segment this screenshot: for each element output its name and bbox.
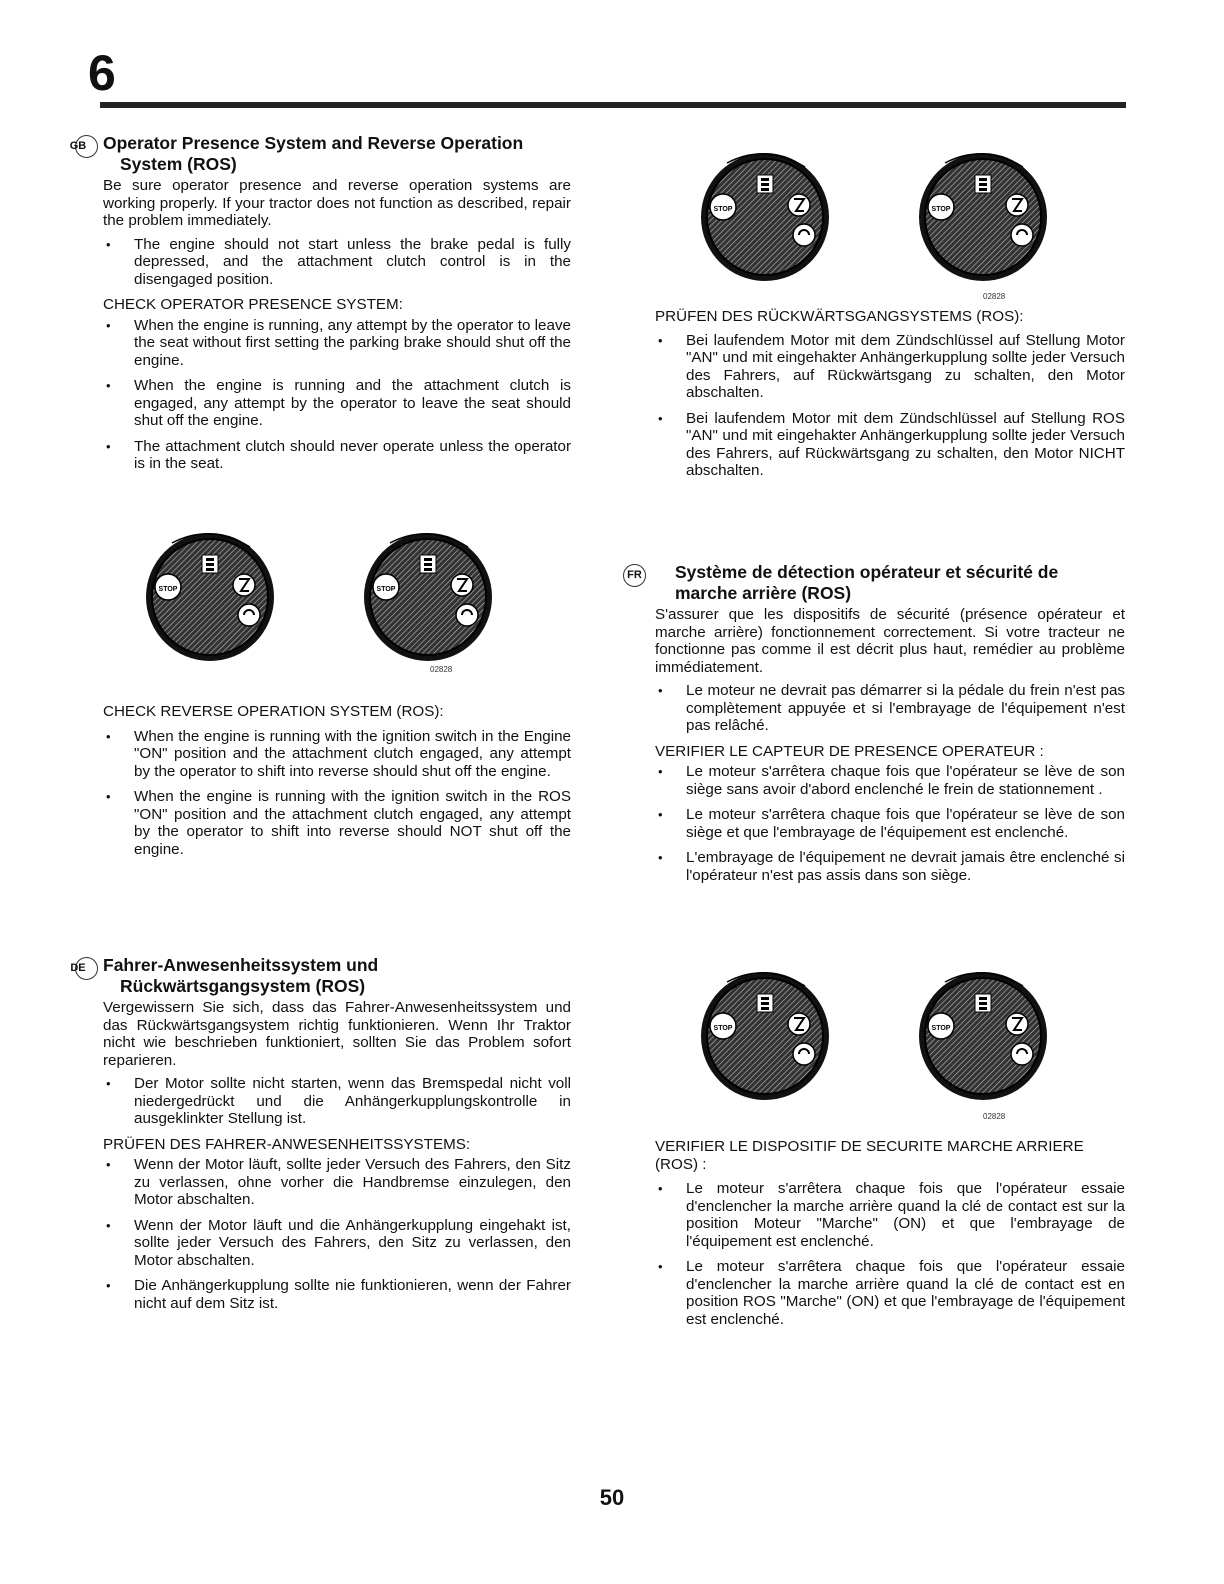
lang-badge-de: DE [75,957,98,980]
figure-code: 02828 [430,665,453,674]
intro-text: Be sure operator presence and reverse operation systems are working properly. If your tractor does not function as described, repair the problem immediately. [103,177,571,229]
section-gb [69,133,571,481]
list-item: • Le moteur s'arrêtera chaque fois que l'opérateur essaie d'enclencher la marche arrière quand la clé de contact est sur la position Moteur "Marche" (ON) et que l'embrayage de l'équipement est enclenché. [655,1180,1125,1250]
list-item: • Le moteur ne devrait pas démarrer si la pédale du frein n'est pas complètement appuyée et si l'embrayage de l'équipement n'est pas relâché. [655,682,1125,735]
section-title: FR Système de détection opérateur et sécurité de marche arrière (ROS) [655,562,1125,604]
chapter-number: 6 [88,45,116,101]
page-number: 50 [599,1485,625,1510]
header-rule [100,102,1126,108]
list-item: • Bei laufendem Motor mit dem Zündschlüssel auf Stellung Motor "AN" und mit eingehakter Anhängerkupplung sollte jeder Versuch des Fahrers, auf Rückwärtsgang zu schalten, den Motor abschalten. [655,332,1125,402]
check-ops-heading: CHECK OPERATOR PRESENCE SYSTEM: [103,296,403,313]
ignition-dial-figure [695,135,1125,305]
list-item: • When the engine is running and the attachment clutch is engaged, any attempt by the operator to leave the seat should shut off the engine. [103,377,571,430]
lang-badge-fr: FR [623,564,646,587]
list-item: • Le moteur s'arrêtera chaque fois que l'opérateur essaie d'enclencher la marche arrière quand la clé de contact est en position ROS "Marche" (ON) et que l'embrayage de l'équipement est enclenché. [655,1258,1125,1328]
intro-text: S'assurer que les dispositifs de sécurité (présence opérateur et marche arrière) fonctionnement correctement. Si votre tracteur ne fonctionne pas comme il est décrit plus haut, remédier au problème immédiatement. [655,606,1125,676]
section-de [70,955,571,1320]
section-title: DE Fahrer-Anwesenheitssystem und Rückwärtsgangsystem (ROS) [70,955,379,996]
section-de-ros [655,308,1125,488]
section-fr [627,562,1125,892]
list-item: • Der Motor sollte nicht starten, wenn das Bremspedal nicht voll niedergedrückt und die Anhängerkupplungskontrolle in ausgeklinkter Stellung ist. [103,1075,571,1128]
list-item: • Le moteur s'arrêtera chaque fois que l'opérateur se lève de son siège sans avoir d'abord enclenché le frein de stationnement . [655,763,1125,798]
figure-code: 02828 [983,1112,1006,1121]
ignition-dial-figure [140,515,570,685]
section-title: GB Operator Presence System and Reverse Operation System (ROS) [69,133,524,174]
figure-code: 02828 [983,292,1006,301]
list-item: • The attachment clutch should never operate unless the operator is in the seat. [103,438,571,473]
list-item: • Die Anhängerkupplung sollte nie funktionieren, wenn der Fahrer nicht auf dem Sitz ist. [103,1277,571,1312]
ignition-dial-figure [695,958,1125,1128]
list-item: • Bei laufendem Motor mit dem Zündschlüssel auf Stellung ROS "AN" und mit eingehakter Anhängerkupplung sollte jeder Versuch des Fahrers, auf Rückwärtsgang zu schalten, den Motor NICHT abschalten. [655,410,1125,480]
check-ros-heading: CHECK REVERSE OPERATION SYSTEM (ROS): [103,703,444,720]
check-ops-heading: PRÜFEN DES FAHRER-ANWESENHEITSSYSTEMS: [103,1135,471,1153]
list-item: • The engine should not start unless the brake pedal is fully depressed, and the attachment clutch control is in the disengaged position. [103,236,571,289]
lang-badge-gb: GB [75,135,98,158]
section-fr-ros [655,1138,1125,1336]
list-item: • When the engine is running with the ignition switch in the ROS "ON" position and the attachment clutch engaged, any attempt by the operator to shift into reverse should NOT shut off the engine. [103,788,571,858]
intro-text: Vergewissern Sie sich, dass das Fahrer-Anwesenheitssystem und das Rückwärtsgangsystem richtig funktionieren. Wenn Ihr Traktor nicht wie beschrieben funktioniert, sollten Sie das Problem sofort reparieren. [103,999,571,1069]
list-item: • Le moteur s'arrêtera chaque fois que l'opérateur se lève de son siège et que l'embrayage de l'équipement est enclenché. [655,806,1125,841]
check-ros-heading: PRÜFEN DES RÜCKWÄRTSGANGSYSTEMS (ROS): [655,308,1024,325]
check-ops-heading: VERIFIER LE CAPTEUR DE PRESENCE OPERATEUR : [655,742,1044,760]
list-item: • Wenn der Motor läuft und die Anhängerkupplung eingehakt ist, sollte jeder Versuch des Fahrers, den Sitz zu verlassen, den Motor abschalten. [103,1217,571,1270]
section-gb-ros [103,703,571,866]
check-ros-heading: VERIFIER LE DISPOSITIF DE SECURITE MARCHE ARRIERE (ROS) : [655,1138,1084,1173]
list-item: • When the engine is running, any attempt by the operator to leave the seat without first setting the parking brake should shut off the engine. [103,317,571,370]
list-item: • When the engine is running with the ignition switch in the Engine "ON" position and the attachment clutch engaged, any attempt by the operator to shift into reverse should shut off the engine. [103,728,571,781]
list-item: • Wenn der Motor läuft, sollte jeder Versuch des Fahrers, den Sitz zu verlassen, ohne vorher die Handbremse einzulegen, den Motor abschalten. [103,1156,571,1209]
list-item: • L'embrayage de l'équipement ne devrait jamais être enclenché si l'opérateur n'est pas assis dans son siège. [655,849,1125,884]
